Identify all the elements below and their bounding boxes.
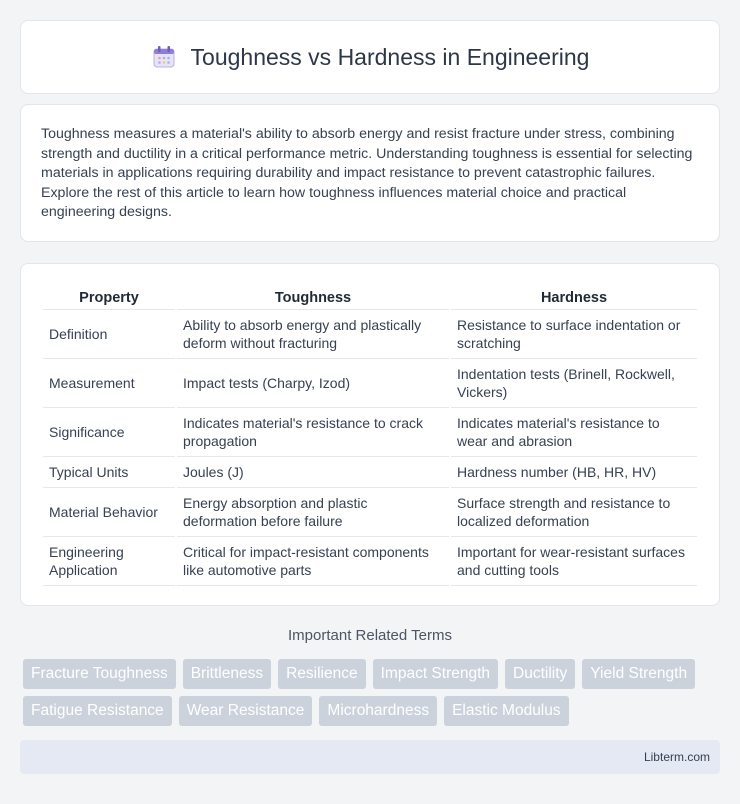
tag-yield-strength[interactable]: Yield Strength <box>582 659 695 689</box>
row-property: Typical Units <box>43 457 175 488</box>
comparison-card <box>20 263 720 606</box>
table-row <box>43 408 697 457</box>
table-row <box>43 359 697 408</box>
tag-fatigue-resistance[interactable]: Fatigue Resistance <box>23 696 172 726</box>
row-hardness: Important for wear-resistant surfaces and cutting tools <box>451 537 697 586</box>
tag-resilience[interactable]: Resilience <box>278 659 366 689</box>
row-property: Significance <box>43 408 175 457</box>
title-card <box>20 20 720 94</box>
footer-site-link[interactable]: Libterm.com <box>643 750 710 764</box>
row-hardness: Surface strength and resistance to localized deformation <box>451 488 697 537</box>
tag-brittleness[interactable]: Brittleness <box>183 659 271 689</box>
tag-wear-resistance[interactable]: Wear Resistance <box>179 696 313 726</box>
footer <box>20 740 720 774</box>
table-row <box>43 537 697 586</box>
calendar-icon <box>151 44 177 70</box>
related-terms-title: Important Related Terms <box>288 627 452 644</box>
row-hardness: Hardness number (HB, HR, HV) <box>451 457 697 488</box>
row-property: Definition <box>43 310 175 359</box>
row-toughness: Joules (J) <box>177 457 449 488</box>
tag-fracture-toughness[interactable]: Fracture Toughness <box>23 659 176 689</box>
table-row <box>43 310 697 359</box>
row-hardness: Indentation tests (Brinell, Rockwell, Vickers) <box>451 359 697 408</box>
row-toughness: Impact tests (Charpy, Izod) <box>177 359 449 408</box>
intro-card <box>20 104 720 242</box>
row-toughness: Energy absorption and plastic deformation before failure <box>177 488 449 537</box>
tag-microhardness[interactable]: Microhardness <box>319 696 437 726</box>
row-property: Engineering Application <box>43 537 175 586</box>
tag-ductility[interactable]: Ductility <box>505 659 575 689</box>
row-toughness: Indicates material's resistance to crack propagation <box>177 408 449 457</box>
comparison-table <box>41 284 699 586</box>
row-hardness: Indicates material's resistance to wear and abrasion <box>451 408 697 457</box>
tag-elastic-modulus[interactable]: Elastic Modulus <box>444 696 569 726</box>
row-toughness: Critical for impact-resistant components like automotive parts <box>177 537 449 586</box>
page-title: Toughness vs Hardness in Engineering <box>190 43 590 70</box>
related-terms-list <box>23 659 723 726</box>
table-row <box>43 488 697 537</box>
intro-text: Toughness measures a material's ability to absorb energy and resist fracture under stress, combining strength and ductility in a critical performance metric. Understanding toughness is essential for selecting materials in applications requiring durability and impact resistance to prevent catastrophic failures. Explore the rest of this article to learn how toughness influences material choice and practical engineering designs. <box>41 126 693 220</box>
row-toughness: Ability to absorb energy and plastically deform without fracturing <box>177 310 449 359</box>
row-property: Material Behavior <box>43 488 175 537</box>
header-toughness: Toughness <box>177 284 449 310</box>
row-property: Measurement <box>43 359 175 408</box>
header-property: Property <box>43 284 175 310</box>
row-hardness: Resistance to surface indentation or scratching <box>451 310 697 359</box>
header-hardness: Hardness <box>451 284 697 310</box>
table-row <box>43 457 697 488</box>
tag-impact-strength[interactable]: Impact Strength <box>373 659 498 689</box>
